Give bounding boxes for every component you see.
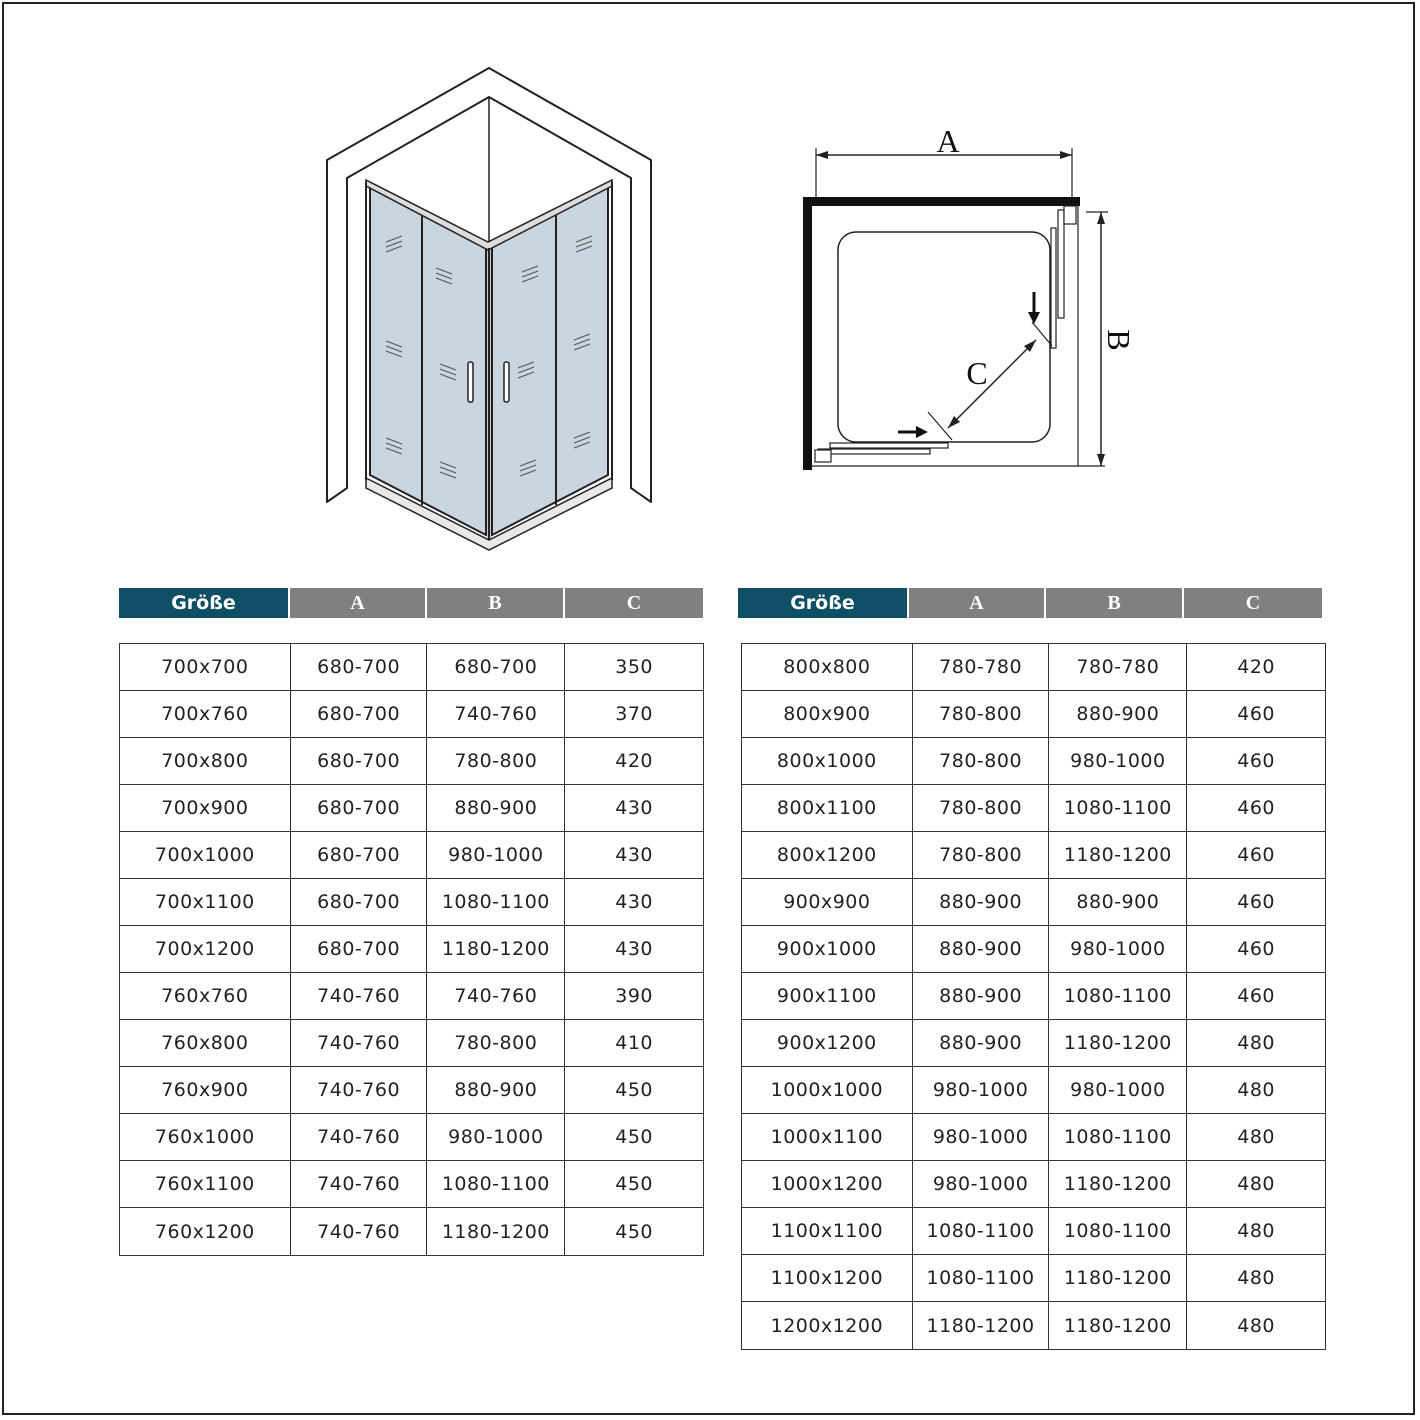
table-cell: 880-900: [427, 785, 565, 831]
table-cell: 700x700: [120, 644, 291, 690]
table-cell: 1000x1100: [742, 1114, 913, 1160]
table-cell: 460: [1237, 703, 1275, 725]
table-row: [120, 926, 703, 973]
table-cell: 450: [615, 1079, 653, 1101]
dimension-diagram: [795, 120, 1140, 480]
table-row: [742, 644, 1325, 691]
table-row: [742, 1208, 1325, 1255]
table-cell: 1080-1100: [1049, 1114, 1187, 1160]
table-cell: 980-1000: [913, 1067, 1050, 1113]
table-cell: 480: [1237, 1079, 1275, 1101]
table-cell: 900x1200: [742, 1020, 913, 1066]
table-cell: 700x1000: [120, 832, 291, 878]
header-groesse: Größe: [119, 588, 290, 618]
label-b: B: [1101, 329, 1137, 351]
table-cell: 980-1000: [913, 1161, 1050, 1207]
table-cell: 880-900: [427, 1067, 565, 1113]
table-cell: 420: [1237, 656, 1275, 678]
header-b: B: [1046, 588, 1184, 618]
table-header: [738, 588, 1322, 618]
table-cell: 760x900: [120, 1067, 291, 1113]
table-row: [120, 1208, 703, 1255]
table-cell: 780-800: [913, 832, 1050, 878]
table-row: [120, 1020, 703, 1067]
table-body: [741, 643, 1326, 1350]
table-cell: 1180-1200: [427, 1208, 565, 1255]
table-cell: 680-700: [291, 926, 428, 972]
table-cell: 1100x1100: [742, 1208, 913, 1254]
table-cell: 700x1100: [120, 879, 291, 925]
table-cell: 680-700: [291, 832, 428, 878]
table-cell: 980-1000: [1049, 1067, 1187, 1113]
table-cell: 350: [615, 656, 653, 678]
table-cell: 480: [1237, 1267, 1275, 1289]
table-cell: 800x1000: [742, 738, 913, 784]
table-row: [742, 1302, 1325, 1349]
label-c: C: [966, 355, 988, 391]
table-cell: 740-760: [291, 1020, 428, 1066]
table-cell: 420: [615, 750, 653, 772]
table-cell: 680-700: [427, 644, 565, 690]
table-cell: 900x1100: [742, 973, 913, 1019]
table-cell: 980-1000: [913, 1114, 1050, 1160]
table-cell: 780-800: [913, 691, 1050, 737]
table-cell: 410: [615, 1032, 653, 1054]
table-cell: 740-760: [427, 691, 565, 737]
table-cell: 980-1000: [1049, 738, 1187, 784]
table-cell: 1200x1200: [742, 1302, 913, 1349]
table-cell: 1080-1100: [1049, 785, 1187, 831]
table-row: [742, 1020, 1325, 1067]
table-cell: 450: [615, 1126, 653, 1148]
table-cell: 1080-1100: [1049, 973, 1187, 1019]
table-row: [120, 1161, 703, 1208]
table-cell: 680-700: [291, 644, 428, 690]
table-cell: 1180-1200: [1049, 832, 1187, 878]
table-cell: 460: [1237, 797, 1275, 819]
table-cell: 1180-1200: [1049, 1302, 1187, 1349]
table-row: [120, 785, 703, 832]
label-a: A: [936, 123, 960, 159]
table-cell: 880-900: [913, 879, 1050, 925]
table-cell: 430: [615, 797, 653, 819]
table-cell: 760x1000: [120, 1114, 291, 1160]
table-row: [742, 926, 1325, 973]
table-row: [120, 879, 703, 926]
table-cell: 800x900: [742, 691, 913, 737]
table-cell: 980-1000: [1049, 926, 1187, 972]
table-cell: 1180-1200: [913, 1302, 1050, 1349]
table-cell: 700x800: [120, 738, 291, 784]
table-cell: 480: [1237, 1173, 1275, 1195]
table-header: [119, 588, 703, 618]
table-cell: 780-780: [913, 644, 1050, 690]
table-cell: 1180-1200: [1049, 1255, 1187, 1301]
table-cell: 760x800: [120, 1020, 291, 1066]
table-row: [120, 644, 703, 691]
table-cell: 740-760: [291, 1161, 428, 1207]
table-cell: 1080-1100: [427, 879, 565, 925]
table-cell: 480: [1237, 1126, 1275, 1148]
header-c: C: [1184, 588, 1322, 618]
table-cell: 700x1200: [120, 926, 291, 972]
table-cell: 740-760: [291, 1067, 428, 1113]
table-cell: 700x900: [120, 785, 291, 831]
table-cell: 800x1100: [742, 785, 913, 831]
table-cell: 780-800: [913, 785, 1050, 831]
header-b: B: [427, 588, 565, 618]
table-row: [742, 738, 1325, 785]
table-cell: 460: [1237, 844, 1275, 866]
table-cell: 480: [1237, 1220, 1275, 1242]
table-cell: 760x760: [120, 973, 291, 1019]
table-row: [120, 1114, 703, 1161]
table-cell: 680-700: [291, 785, 428, 831]
table-cell: 430: [615, 891, 653, 913]
table-cell: 760x1100: [120, 1161, 291, 1207]
table-cell: 900x1000: [742, 926, 913, 972]
table-cell: 880-900: [913, 1020, 1050, 1066]
table-row: [120, 973, 703, 1020]
table-cell: 740-760: [427, 973, 565, 1019]
table-row: [120, 832, 703, 879]
table-cell: 880-900: [1049, 879, 1187, 925]
table-cell: 980-1000: [427, 1114, 565, 1160]
table-cell: 880-900: [1049, 691, 1187, 737]
table-cell: 1180-1200: [1049, 1161, 1187, 1207]
table-cell: 460: [1237, 938, 1275, 960]
shower-enclosure-illustration: [320, 60, 660, 560]
table-cell: 740-760: [291, 1208, 428, 1255]
table-cell: 780-800: [427, 1020, 565, 1066]
table-cell: 450: [615, 1173, 653, 1195]
table-cell: 1000x1200: [742, 1161, 913, 1207]
table-cell: 900x900: [742, 879, 913, 925]
table-cell: 980-1000: [427, 832, 565, 878]
table-row: [742, 785, 1325, 832]
table-cell: 700x760: [120, 691, 291, 737]
table-row: [742, 879, 1325, 926]
table-cell: 1080-1100: [913, 1208, 1050, 1254]
table-row: [742, 1067, 1325, 1114]
table-cell: 800x1200: [742, 832, 913, 878]
table-cell: 430: [615, 844, 653, 866]
table-body: [119, 643, 704, 1256]
header-a: A: [909, 588, 1046, 618]
table-row: [742, 691, 1325, 738]
table-cell: 1080-1100: [1049, 1208, 1187, 1254]
table-cell: 480: [1237, 1314, 1275, 1337]
table-cell: 760x1200: [120, 1208, 291, 1255]
table-row: [742, 1255, 1325, 1302]
table-cell: 680-700: [291, 879, 428, 925]
table-cell: 1180-1200: [427, 926, 565, 972]
table-cell: 740-760: [291, 973, 428, 1019]
header-c: C: [565, 588, 703, 618]
table-cell: 480: [1237, 1032, 1275, 1054]
table-row: [742, 1161, 1325, 1208]
table-cell: 460: [1237, 750, 1275, 772]
table-row: [742, 973, 1325, 1020]
table-cell: 880-900: [913, 926, 1050, 972]
table-cell: 430: [615, 938, 653, 960]
table-cell: 800x800: [742, 644, 913, 690]
table-cell: 1000x1000: [742, 1067, 913, 1113]
table-cell: 780-780: [1049, 644, 1187, 690]
header-a: A: [290, 588, 427, 618]
header-groesse: Größe: [738, 588, 909, 618]
table-cell: 880-900: [913, 973, 1050, 1019]
table-row: [742, 832, 1325, 879]
table-cell: 780-800: [913, 738, 1050, 784]
table-cell: 740-760: [291, 1114, 428, 1160]
table-cell: 1080-1100: [427, 1161, 565, 1207]
table-cell: 460: [1237, 985, 1275, 1007]
table-cell: 780-800: [427, 738, 565, 784]
table-cell: 460: [1237, 891, 1275, 913]
table-cell: 1100x1200: [742, 1255, 913, 1301]
table-cell: 680-700: [291, 738, 428, 784]
table-cell: 1080-1100: [913, 1255, 1050, 1301]
table-row: [120, 691, 703, 738]
table-row: [120, 738, 703, 785]
table-row: [120, 1067, 703, 1114]
table-cell: 1180-1200: [1049, 1020, 1187, 1066]
table-cell: 370: [615, 703, 653, 725]
table-cell: 680-700: [291, 691, 428, 737]
table-cell: 390: [615, 985, 653, 1007]
table-cell: 450: [615, 1220, 653, 1243]
table-row: [742, 1114, 1325, 1161]
